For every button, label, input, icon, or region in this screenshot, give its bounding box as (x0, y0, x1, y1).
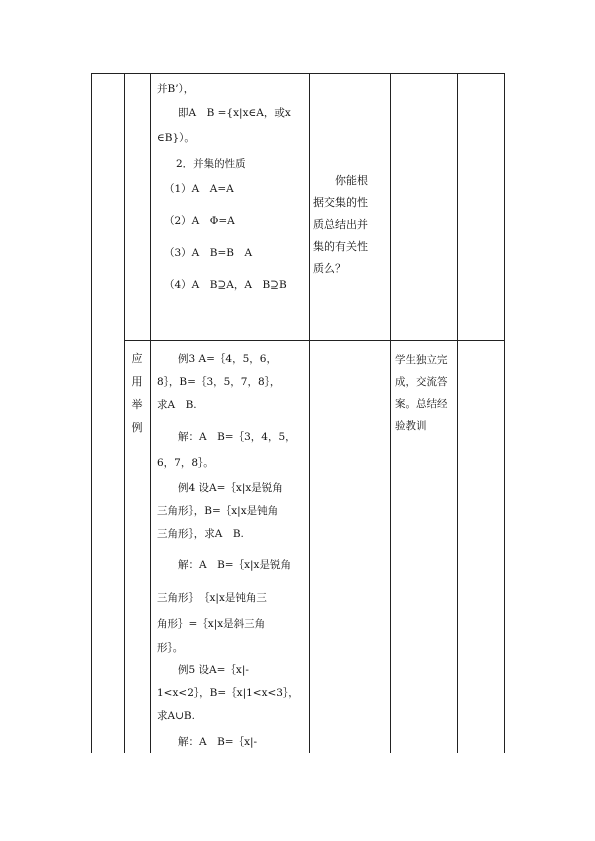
activity-line: 验教训 (395, 420, 427, 432)
activity-line: 案。总结经 (395, 398, 448, 410)
solution-line: 解：A B=｛x|x是锐角 (178, 559, 291, 571)
example-line: 8｝，B=｛3，5，7，8｝， (157, 376, 281, 388)
table-column-divider (457, 73, 458, 753)
question-line: 你能根 (335, 174, 368, 187)
solution-line: 形｝。 (157, 642, 184, 654)
category-label (130, 347, 144, 439)
table-row-divider (124, 340, 505, 341)
activity-line: 成，交流答 (395, 376, 448, 388)
property-item: （3）A B=B A (164, 247, 253, 259)
example-line: 三角形｝，求A B. (157, 528, 244, 540)
table-left-border (91, 73, 92, 753)
table-column-divider (124, 73, 125, 753)
activity-line: 学生独立完 (395, 354, 448, 366)
example-line: 例3 A=｛4，5，6， (178, 353, 277, 365)
category-char: 用 (131, 375, 143, 388)
question-text (313, 170, 389, 280)
solution-line: 6，7，8｝。 (157, 457, 214, 469)
example-line: 求A B. (157, 399, 197, 411)
solution-line: 三角形｝ ｛x|x是钝角三 (157, 592, 267, 604)
question-line: 集的有关性 (313, 240, 368, 253)
table-column-divider (390, 73, 391, 753)
table-right-border (504, 73, 505, 753)
category-char: 举 (131, 398, 143, 411)
solution-line: 解：A B=｛3，4，5， (178, 431, 296, 443)
category-char: 应 (131, 352, 143, 365)
property-item: （2）A Φ=A (164, 215, 235, 227)
content-line: ∈B}）。 (157, 132, 195, 144)
question-line: 据交集的性 (313, 196, 368, 209)
table-top-border (91, 73, 505, 74)
table-column-divider (309, 73, 310, 753)
example-line: 三角形｝，B=｛x|x是钝角 (157, 505, 279, 517)
content-line: 并B’）， (157, 83, 195, 95)
solution-line: 角形｝=｛x|x是斜三角 (157, 618, 266, 630)
table-column-divider (150, 73, 151, 753)
example-line: 求A∪B. (157, 710, 195, 722)
student-activity (395, 349, 457, 437)
property-item: （4）A B⊇A，A B⊇B (164, 279, 287, 291)
property-item: （1）A A=A (164, 183, 234, 195)
question-line: 质么？ (313, 262, 346, 275)
example-line: 例4 设A=｛x|x是锐角 (178, 482, 283, 494)
solution-line: 解：A B=｛x|- (178, 736, 258, 748)
category-char: 例 (131, 421, 143, 434)
section-heading: 2．并集的性质 (176, 158, 246, 170)
example-line: 例5 设A=｛x|- (178, 664, 249, 676)
question-line: 质总结出并 (313, 218, 368, 231)
example-line: 1<x<2｝，B=｛x|1<x<3｝， (157, 687, 299, 699)
content-line: 即A B ={x|x∈A，或x (178, 107, 291, 119)
